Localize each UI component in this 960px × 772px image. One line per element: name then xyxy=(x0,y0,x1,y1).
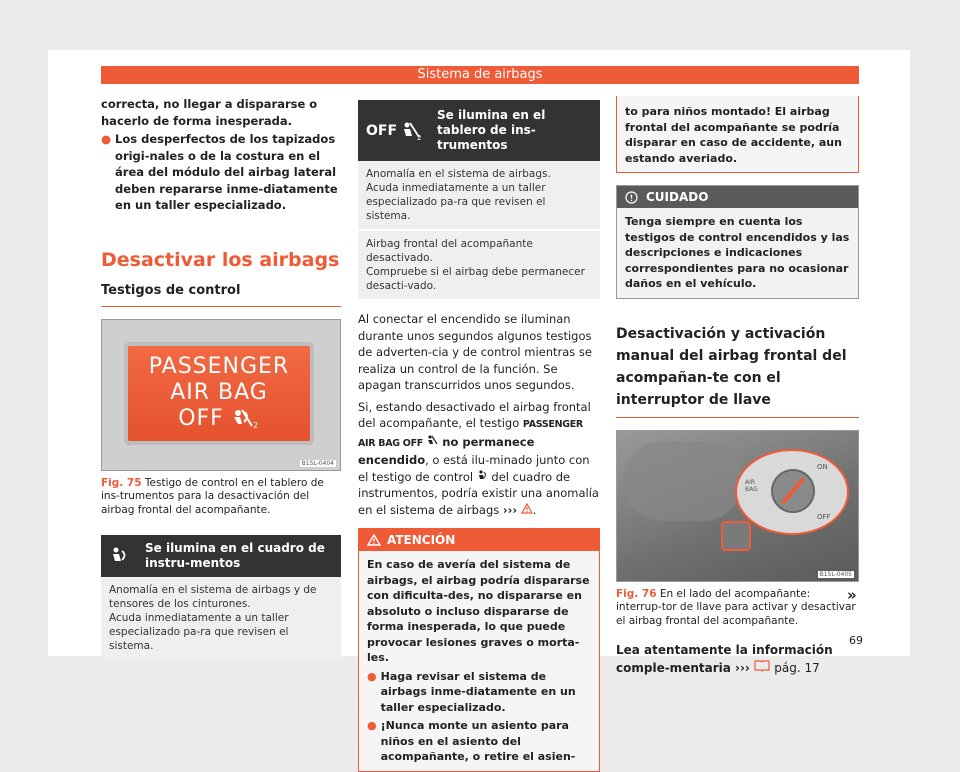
warning-body xyxy=(359,551,599,771)
figure-caption xyxy=(101,477,341,518)
figure-code: B1SL-0404 xyxy=(301,459,334,467)
indicator-body-line1: Anomalía en el sistema de airbags y de tensores de los cinturones. xyxy=(109,584,317,610)
page-number: 69 xyxy=(849,634,863,647)
subsection-title: Testigos de control xyxy=(101,282,241,298)
seatbelt-airbag-small-icon xyxy=(477,470,488,481)
indicator-body-fault xyxy=(358,161,600,229)
warning-continuation: to para niños montado! El airbag frontal del acompañante se podría disparar en caso de accidente, aun estando averiado. xyxy=(617,96,858,172)
para2-mid: , o está ilu-minado junto con el testigo de control xyxy=(358,453,590,484)
paragraph-anomaly: Si, estando desactivado el airbag frontal del acompañante, el testigo PASSENGER AIR BAG OFF no permanece encendido, o está ilu-minado junto con el testigo de control del cuadro de instrumentos, podría existir una anomalía en el sistema de airbags ››› . xyxy=(358,399,599,517)
caution-box xyxy=(616,185,859,299)
intro-text: correcta, no llegar a dispararse o hacerlo de forma inesperada. xyxy=(101,97,318,128)
caution-header xyxy=(617,186,858,208)
figure-caption-text: En el lado del acompañante: interrup-tor de llave para activar y desactivar el airbag frontal del acompañante. xyxy=(616,587,856,627)
warning-header xyxy=(359,529,599,551)
lamp-line-airbag: AIR BAG xyxy=(170,379,268,405)
indicator-body2-line1: Airbag frontal del acompañante desactivado. xyxy=(366,238,533,264)
lamp-line-off xyxy=(124,406,314,432)
section-title: Desactivar los airbags xyxy=(101,248,340,271)
read-more-label: Lea atentamente la información comple-mentaria xyxy=(616,643,833,675)
svg-text:2: 2 xyxy=(417,133,422,141)
figure-code: B1SL-0405 xyxy=(819,570,852,578)
indicator-body-deactivated xyxy=(358,231,600,299)
subsection-rule xyxy=(101,306,341,307)
warning-box xyxy=(358,528,600,772)
seatbelt-airbag-warning-icon xyxy=(109,546,131,566)
figure-key-switch xyxy=(616,430,859,582)
paragraph-function-check: Al conectar el encendido se iluminan durante unos segundos algunos testigos de adverten-cia y de control mientras se realiza un control de la función. Se apagan transcurridos unos segundos. xyxy=(358,312,592,392)
indicator-body1-line1: Anomalía en el sistema de airbags. xyxy=(366,168,551,180)
para2-start: Si, estando desactivado el airbag frontal del acompañante, el testigo xyxy=(358,399,591,430)
key-slot-icon xyxy=(771,469,815,513)
indicator-header xyxy=(101,535,341,577)
warning-triangle-icon xyxy=(521,503,533,514)
column-1 xyxy=(101,96,341,659)
caution-body: Tenga siempre en cuenta los testigos de control encendidos y las descripciones e indicaciones correspondientes para no ocasionar daños en el vehículo. xyxy=(617,208,858,298)
airbag-off-icon xyxy=(230,408,260,430)
warning-bullet-1 xyxy=(367,669,591,716)
column-3 xyxy=(616,96,859,676)
warning-text: En caso de avería del sistema de airbags, el airbag podría dispararse con dificulta-des, no dispararse en absoluto o incluso dispararse de forma inesperada, lo que puede provocar lesiones graves o morta-les. xyxy=(367,558,590,664)
figure-number: Fig. 76 xyxy=(616,587,657,600)
indicator-box-dashboard xyxy=(358,100,600,299)
switch-location-marker xyxy=(721,521,751,551)
bullet-dot: ● xyxy=(101,132,112,146)
read-more-ref: ››› xyxy=(735,660,750,675)
warning-box-continued xyxy=(616,96,859,173)
svg-text:2: 2 xyxy=(252,420,259,430)
figure-caption xyxy=(616,588,859,629)
para2-ref: ››› xyxy=(502,502,518,517)
para2-bold: no permanece encendido xyxy=(358,434,535,467)
lamp-line-passenger: PASSENGER xyxy=(148,353,290,379)
indicator-body2-line2: Compruebe si el airbag debe permanecer desacti-vado. xyxy=(366,266,585,292)
warning-bullet-1-text: Haga revisar el sistema de airbags inme-diatamente en un taller especializado. xyxy=(380,669,576,714)
column-2 xyxy=(358,100,600,772)
para2-end: del cuadro de instrumentos, podría existir una anomalía en el sistema de airbags xyxy=(358,469,599,517)
indicator-body1-line2: Acuda inmediatamente a un taller especializado pa-ra que revisen el sistema. xyxy=(366,182,546,222)
continue-mark: » xyxy=(847,586,857,604)
warning-triangle-icon xyxy=(367,534,381,546)
figure-passenger-airbag-off xyxy=(101,319,341,471)
switch-panel xyxy=(623,441,743,521)
figure-number: Fig. 75 xyxy=(101,476,142,489)
airbag-off-small-icon xyxy=(427,435,439,446)
read-more-text xyxy=(616,642,859,676)
indicator-title: Se ilumina en el tablero de ins-trumentos xyxy=(437,108,546,152)
indicator-body-line2: Acuda inmediatamente a un taller especializado pa-ra que revisen el sistema. xyxy=(109,612,289,652)
airbag-off-icon xyxy=(401,121,423,141)
lamp-off-text: OFF xyxy=(178,405,224,431)
indicator-box-cluster xyxy=(101,535,341,659)
bullet-dot: ● xyxy=(367,669,377,683)
indicator-title: Se ilumina en el cuadro de instru-mentos xyxy=(145,541,325,570)
caution-label: CUIDADO xyxy=(646,190,709,204)
indicator-body xyxy=(101,577,341,659)
warning-lamp-panel xyxy=(124,342,314,445)
indicator-header xyxy=(358,100,600,161)
warning-label: ATENCIÓN xyxy=(387,533,456,547)
section-header: Sistema de airbags xyxy=(101,66,859,84)
warning-bullet-2-text: ¡Nunca monte un asiento para niños en el asiento del acompañante, o retire el asien- xyxy=(380,719,576,763)
bullet-dot: ● xyxy=(367,719,377,732)
figure-caption-text: Testigo de control en el tablero de ins-trumentos para la desactivación del airbag frontal del acompañante. xyxy=(101,476,324,516)
key-slot-line xyxy=(781,477,805,504)
para2-label: PASSENGER AIR BAG OFF xyxy=(358,419,583,449)
switch-label-airbag: AIR BAG xyxy=(745,478,758,493)
section-title-key-switch: Desactivación y activación manual del airbag frontal del acompañan-te con el interruptor de llave xyxy=(616,325,847,408)
off-icon-text: OFF xyxy=(366,122,398,139)
switch-label-on: ON xyxy=(817,462,828,471)
bullet-text: Los desperfectos de los tapizados origi-nales o de la costura en el área del módulo del airbag lateral deben repararse inme-diatamente en un taller especializado. xyxy=(115,132,338,212)
bullet-upholstery xyxy=(101,131,341,214)
switch-label-off: OFF xyxy=(817,512,831,521)
info-circle-icon xyxy=(625,191,638,204)
off-indicator-icon xyxy=(366,121,423,141)
warning-bullet-2 xyxy=(367,718,591,765)
book-icon xyxy=(754,659,770,672)
read-more-page: pág. 17 xyxy=(774,660,820,675)
section-rule xyxy=(616,417,859,418)
zoom-bubble xyxy=(735,449,849,535)
